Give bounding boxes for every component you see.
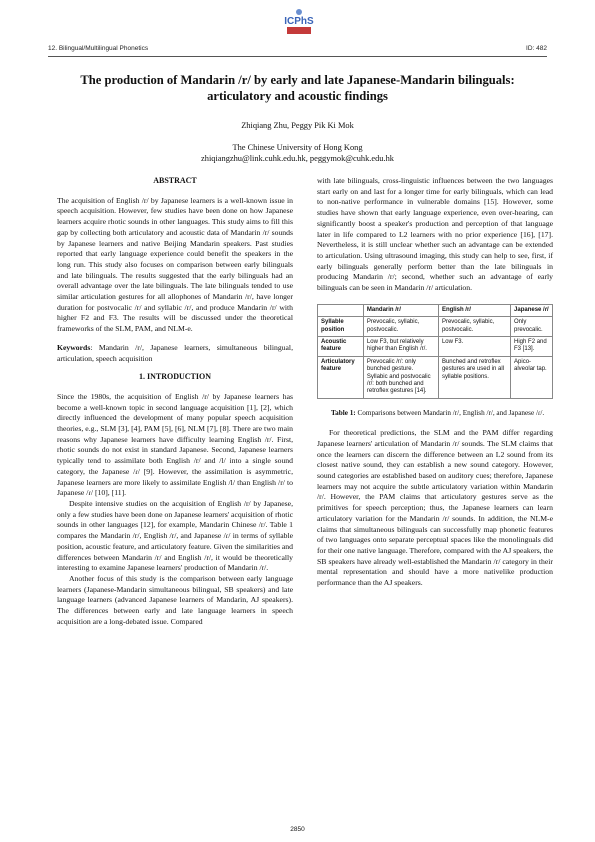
table-header <box>318 304 364 316</box>
logo-text: ICPhS <box>284 16 314 27</box>
table-header: English /r/ <box>438 304 510 316</box>
table-row <box>318 336 553 356</box>
affiliation-block <box>48 142 547 164</box>
paper-id: ID: 482 <box>526 45 547 52</box>
table-row-header: Articulatory feature <box>318 356 364 398</box>
table-cell <box>363 356 438 398</box>
table-cell-line: Prevocalic /r/: only bunched gesture. <box>366 358 416 373</box>
right-paragraph-1: with late bilinguals, cross-linguistic influences between the two languages start early on and last for a longer time for early bilinguals, which can lead to non-native performance in vulnerable domains [15]. However, some studies have shown that early language experience, even over-hearing, can significantly boost a speaker's production and perception of that language later in life compared to L2 learners with no prior experience [16], [17]. Nevertheless, it is still unclear whether such an advantage can be extended to articulation. Using ultrasound imaging, this study can help to see, first, if early bilinguals generally perform better than the late bilinguals in producing Mandarin /r/; second, whether such an advantage of early bilinguals can be seen in Mandarin /r/ articulation. <box>317 176 553 293</box>
right-column <box>317 176 553 589</box>
comparison-table <box>317 304 553 399</box>
paper-title: The production of Mandarin /r/ by early and late Japanese-Mandarin bilinguals: articulatory and acoustic findings <box>80 73 515 103</box>
table-caption-text: Comparisons between Mandarin /r/, English /r/, and Japanese /ɾ/. <box>355 408 545 417</box>
table-cell: Low F3, but relatively higher than English /r/. <box>363 336 438 356</box>
left-column <box>57 176 293 627</box>
table-cell: Apico-alveolar tap. <box>511 356 553 398</box>
table-row <box>318 317 553 337</box>
table-header: Japanese /ɾ/ <box>511 304 553 316</box>
icphs-logo <box>281 6 317 36</box>
intro-paragraph-1: Since the 1980s, the acquisition of English /r/ by Japanese learners has become a well-known topic in second language acquisition [1], [2], which directly influenced the development of many popular speech acquisition theories, e.g., SLM [3], [4], PAM [5], [6], NLM [7], [8]. There are two main reasons why Japanese learners have difficulty learning English /r/. First, rhotic sounds do not exist in standard Japanese. Second, Japanese learners typically tend to assimilate both English /r/ and /l/ into a single sound category, the Japanese /ɾ/ [9]. However, the assimilation is asymmetric, Japanese learners are more likely to assimilate English /l/ than English /r/ to Japanese /ɾ/ [10], [11]. <box>57 391 293 498</box>
table-row-header: Syllable position <box>318 317 364 337</box>
table-row-header: Acoustic feature <box>318 336 364 356</box>
keywords-text: : Mandarin /r/, Japanese learners, simultaneous bilingual, articulation, speech acquisition <box>57 342 293 363</box>
authors: Zhiqiang Zhu, Peggy Pik Ki Mok <box>241 121 354 130</box>
intro-paragraph-2: Despite intensive studies on the acquisition of English /r/ by Japanese, only a few studies have been done on Japanese learners' acquisition of rhotic sounds in other languages [12], for example, Mandarin Chinese /r/. Table 1 compares the Mandarin /r/, English /r/, and Japanese /ɾ/ in terms of syllable position, acoustic feature, and articulatory feature. Given the similarities and differences between Mandarin /r/ and English /r/, it would be theoretically interesting to examine Japanese learners' production of Mandarin /r/. <box>57 498 293 573</box>
table-cell-line: Syllabic and postvocalic /r/: both bunched and retroflex gestures [14]. <box>366 373 431 395</box>
table-header-row <box>318 304 553 316</box>
abstract-heading: ABSTRACT <box>153 176 197 185</box>
emails: zhiqiangzhu@link.cuhk.edu.hk, peggymok@cuhk.edu.hk <box>201 154 394 163</box>
page-number: 2850 <box>290 826 305 833</box>
intro-paragraph-3: Another focus of this study is the comparison between early language learners (Japanese-Mandarin simultaneous bilingual, SB speakers) and late language learners (advanced Japanese learners of Mandarin, AJ speakers). The differences between early and late language learners in speech acquisition are a long-debated issue. Compared <box>57 573 293 626</box>
header-rule <box>48 56 547 57</box>
table-cell: Only prevocalic. <box>511 317 553 337</box>
table-cell: Prevocalic, syllabic, postvocalic. <box>438 317 510 337</box>
table-row <box>318 356 553 398</box>
table-caption-label: Table 1: <box>331 408 356 417</box>
table-cell: Prevocalic, syllabic, postvocalic. <box>363 317 438 337</box>
table-cell: High F2 and F3 [13]. <box>511 336 553 356</box>
abstract-text: The acquisition of English /r/ by Japanese learners is a well-known issue in speech acquisition. However, few studies have been done on how Japanese learners acquire rhotic sounds in other languages. This study aims to fill this gap by collecting both articulatory and acoustic data of Mandarin /r/ sounds by Japanese learners and native Beijing Mandarin speakers. Past studies reported that early language experience could benefit the speakers in the long run. This study also focuses on comparison between early bilinguals and late bilinguals. The results suggested that the early bilinguals had an overall advantage over the late bilinguals. The late bilinguals tended to use similar articulation gestures for all allophones of Mandarin /r/, have longer duration for postvocalic /r/ and syllabic /r/, and produce Mandarin /r/ with higher F2 and F3. The results will be discussed under the theoretical frameworks of the SLM, PAM, and NLM-e. <box>57 195 293 334</box>
section-header: 12. Bilingual/Multilingual Phonetics <box>48 45 149 52</box>
keywords <box>57 343 293 364</box>
logo-dot-icon <box>296 9 302 15</box>
table-caption <box>331 409 545 418</box>
table-cell: Bunched and retroflex gestures are used in all syllable positions. <box>438 356 510 398</box>
table-cell: Low F3. <box>438 336 510 356</box>
intro-heading: 1. INTRODUCTION <box>138 372 211 382</box>
logo-banner-icon <box>287 27 311 34</box>
table-header: Mandarin /r/ <box>363 304 438 316</box>
keywords-label: Keywords <box>57 342 91 352</box>
right-paragraph-2: For theoretical predictions, the SLM and the PAM differ regarding Japanese learners' articulation of Mandarin /r/ sounds. The SLM claims that once the learners can discern the difference between an L2 sound from its closest native sound, they can establish a new sound category. However, sound categories are established based on auditory cues; therefore, Japanese learners may not acquire the subtle articulatory variation within Mandarin /r/. However, the PAM claims that articulatory gestures serve as the primitives for speech perception; thus, the Japanese learners can learn articulatory variation for the Mandarin /r/ sounds. In addition, the NLM-e claims that simultaneous bilinguals can successfully map phonetic features of two languages onto separate perceptual spaces like the monolinguals did for their one native language. Therefore, compared with the AJ speakers, the SB speakers have already well-established the Mandarin /r/ category in their mental representation and should have a more nativelike production performance than the AJ speakers. <box>317 428 553 588</box>
affiliation: The Chinese University of Hong Kong <box>232 143 363 152</box>
